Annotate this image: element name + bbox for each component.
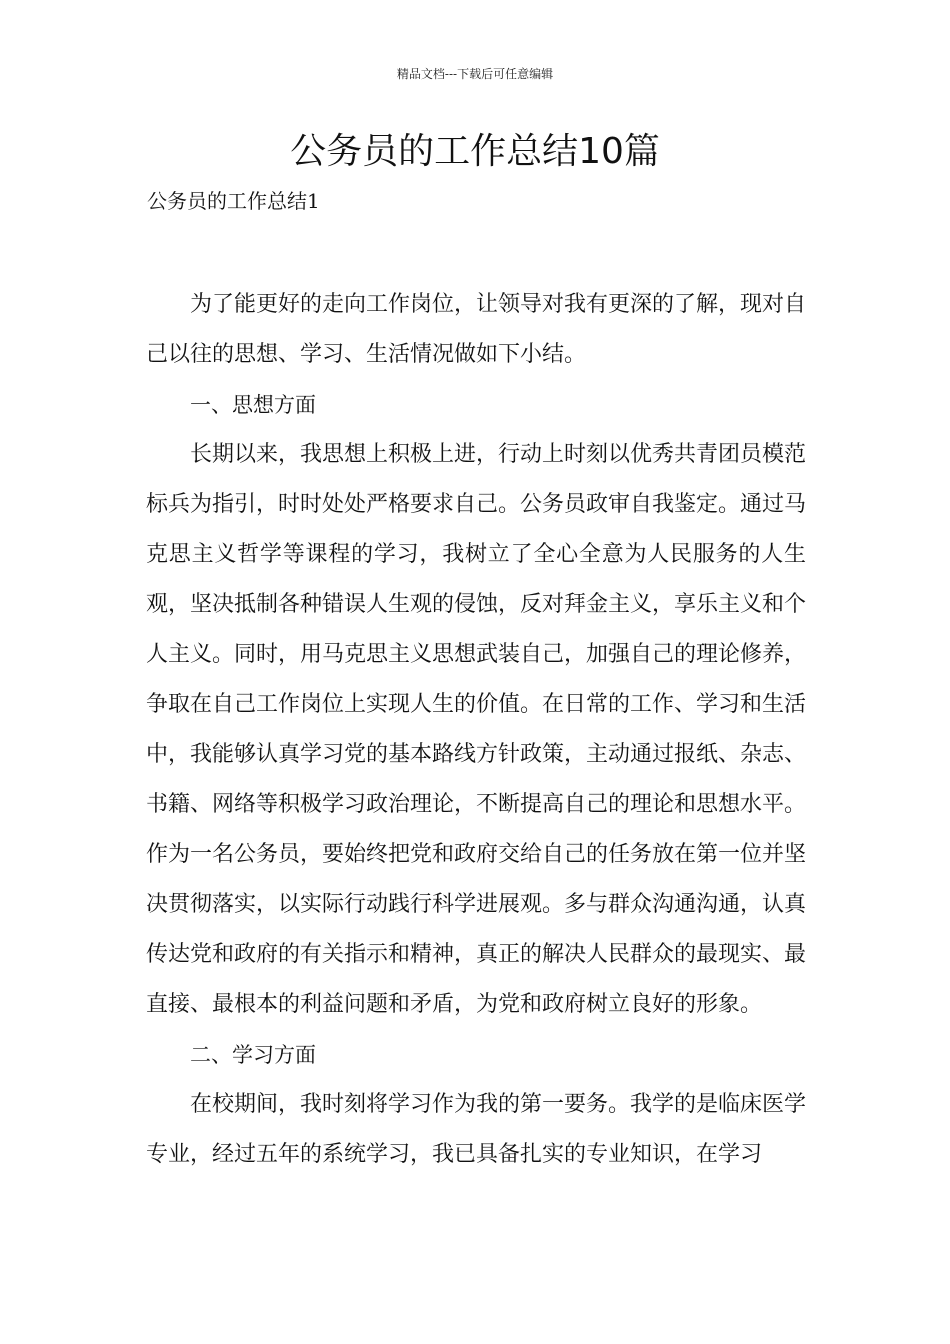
paragraph-study: 在校期间，我时刻将学习作为我的第一要务。我学的是临床医学专业，经过五年的系统学习，我已具备扎实的专业知识，在学习 (146, 1092, 807, 1167)
paragraph-thought: 长期以来，我思想上积极上进，行动上时刻以优秀共青团员模范标兵为指引，时时处处严格要求自己。公务员政审自我鉴定。通过马克思主义哲学等课程的学习，我树立了全心全意为人民服务的人生观，坚决抵制各种错误人生观的侵蚀，反对拜金主义，享乐主义和个人主义。同时，用马克思主义思想武装自己，加强自己的理论修养，争取在自己工作岗位上实现人生的价值。在日常的工作、学习和生活中，我能够认真学习党的基本路线方针政策，主动通过报纸、杂志、书籍、网络等积极学习政治理论，不断提高自己的理论和思想水平。作为一名公务员，要始终把党和政府交给自己的任务放在第一位并坚决贯彻落实，以实际行动践行科学进展观。多与群众沟通沟通，认真传达党和政府的有关指示和精神，真正的解决人民群众的最现实、最直接、最根本的利益问题和矛盾，为党和政府树立良好的形象。 (146, 442, 807, 1017)
section-subtitle: 公务员的工作总结1 (147, 189, 320, 213)
paragraph-intro: 为了能更好的走向工作岗位，让领导对我有更深的了解，现对自己以往的思想、学习、生活情况做如下小结。 (146, 292, 807, 367)
document-title: 公务员的工作总结10篇 (290, 131, 660, 172)
header-note: 精品文档---下载后可任意编辑 (396, 67, 554, 81)
section-heading-study: 二、学习方面 (190, 1043, 316, 1067)
document-body (146, 280, 806, 1180)
section-heading-thought: 一、思想方面 (190, 393, 316, 417)
